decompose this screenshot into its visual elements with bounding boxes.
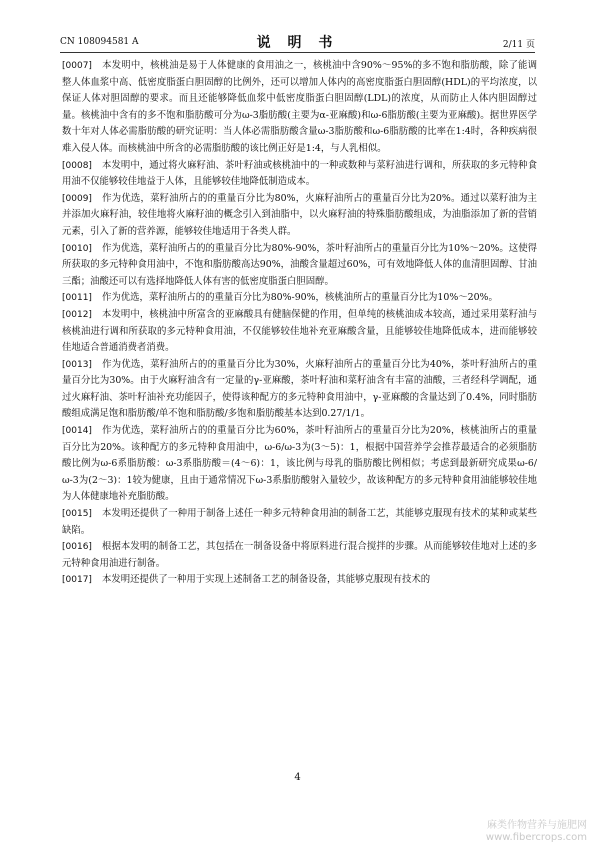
paragraph-text: 作为优选，菜籽油所占的的重量百分比为80%，火麻籽油所占的重量百分比为20%。通过以菜籽油为主并添加火麻籽油，较佳地将火麻籽油的概念引入到油脂中，以火麻籽油的特殊脂肪酸组成，为油脂添加了新的营销元素，引入了新的营养源，能够较佳地适用于各类人群。 bbox=[62, 192, 537, 237]
paragraph-number: [0009] bbox=[62, 193, 92, 204]
page-header bbox=[60, 34, 535, 50]
paragraph-text: 本发明中，核桃油中所富含的亚麻酸具有健脑保健的作用，但单纯的核桃油成本较高，通过采用菜籽油与核桃油进行调和所获取的多元特种食用油，不仅能够较佳地补充亚麻酸含量，且能够较佳地降低成本，进而能够较佳地适合普通消费者消费。 bbox=[62, 308, 537, 354]
paragraph-number: [0017] bbox=[62, 575, 92, 586]
paragraph bbox=[62, 357, 537, 423]
paragraph-number: [0016] bbox=[62, 542, 92, 553]
page-number: 4 bbox=[294, 772, 301, 783]
paragraph-number: [0010] bbox=[62, 243, 92, 254]
paragraph bbox=[62, 191, 537, 241]
paragraph bbox=[62, 158, 537, 191]
watermark-title: 麻类作物营养与施肥网 bbox=[487, 820, 587, 831]
paragraph bbox=[62, 58, 537, 158]
paragraph-number: [0015] bbox=[62, 509, 92, 520]
paragraph-number: [0014] bbox=[62, 426, 92, 437]
paragraph-text: 作为优选，菜籽油所占的的重量百分比为30%，火麻籽油所占的重量百分比为40%，茶叶籽油所占的重量百分比为30%。由于火麻籽油含有一定量的γ-亚麻酸，茶叶籽油和菜籽油含有丰富的油酸，三者经科学调配，通过火麻籽油、茶叶籽油补充功能因子，使得该种配方的多元特种食用油中，γ-亚麻酸的含量达到了0.4%，同时脂肪酸组成满足饱和脂肪酸/单不饱和脂肪酸/多饱和脂肪酸基本达到0.27/1/1。 bbox=[62, 358, 537, 420]
paragraph-number: [0013] bbox=[62, 359, 92, 370]
paragraph bbox=[62, 423, 537, 506]
document-number: CN 108094581 A bbox=[60, 37, 139, 47]
header-divider bbox=[60, 52, 535, 53]
paragraph bbox=[62, 307, 537, 357]
paragraph bbox=[62, 290, 537, 307]
paragraph bbox=[62, 539, 537, 572]
paragraph-number: [0011] bbox=[62, 293, 92, 304]
page-indicator: 2/11 页 bbox=[502, 40, 535, 50]
paragraph-text: 根据本发明的制备工艺，其包括在一制备设备中将原料进行混合搅拌的步骤。从而能够较佳地对上述的多元特种食用油进行制备。 bbox=[62, 541, 537, 569]
paragraph-text: 作为优选，菜籽油所占的的重量百分比为80%-90%，核桃油所占的重量百分比为10%～20%。 bbox=[101, 292, 498, 304]
paragraph-text: 作为优选，菜籽油所占的的重量百分比为60%，茶叶籽油所占的重量百分比为20%，核桃油所占的重量百分比为20%。该种配方的多元特种食用油中，ω-6/ω-3为(3～5)：1，根据中国营养学会推荐最适合的必须脂肪酸比例为ω-6系脂肪酸：ω-3系脂肪酸＝(4～6)：1，该比例与母乳的脂肪酸比例相似；考虑到最新研究成果ω-6/ω-3为(2～3)：1较为健康，且由于通常情况下ω-3系脂肪酸射入量较少，故该种配方的多元特种食用油能够较佳地为人体健康地补充脂肪酸。 bbox=[62, 425, 537, 503]
paragraph bbox=[62, 241, 537, 291]
paragraph-number: [0008] bbox=[62, 160, 92, 171]
document-body bbox=[62, 58, 537, 589]
paragraph bbox=[62, 572, 537, 589]
paragraph-text: 本发明还提供了一种用于实现上述制备工艺的制备设备，其能够克服现有技术的 bbox=[101, 574, 431, 586]
paragraph-text: 本发明还提供了一种用于制备上述任一种多元特种食用油的制备工艺，其能够克服现有技术的某种或某些缺陷。 bbox=[62, 508, 537, 536]
paragraph-number: [0007] bbox=[62, 61, 92, 71]
paragraph bbox=[62, 506, 537, 539]
watermark bbox=[486, 820, 587, 844]
paragraph-number: [0012] bbox=[62, 309, 92, 320]
document-title: 说 明 书 bbox=[256, 35, 339, 51]
watermark-url: www.fibercrops.com bbox=[485, 832, 587, 843]
paragraph-text: 作为优选，菜籽油所占的的重量百分比为80%-90%，茶叶籽油所占的重量百分比为10%～20%。这使得所获取的多元特种食用油中，不饱和脂肪酸高达90%，油酸含量超过60%，可有效地降低人体的血清胆固醇、甘油三酯；油酸还可以有选择地降低人体有害的低密度脂蛋白胆固醇。 bbox=[62, 242, 537, 287]
paragraph-text: 本发明中，通过将火麻籽油、茶叶籽油或核桃油中的一种或数种与菜籽油进行调和，所获取的多元特种食用油不仅能够较佳地益于人体，且能够较佳地降低制造成本。 bbox=[62, 159, 537, 188]
paragraph-text: 本发明中，核桃油是易于人体健康的食用油之一，核桃油中含90%～95%的多不饱和脂肪酸，除了能调整人体血浆中高、低密度脂蛋白胆固醇的比例外，还可以增加人体内的高密度脂蛋白胆固醇(HDL)的平均浓度，以保证人体对胆固醇的要求。而且还能够降低血浆中低密度脂蛋白胆固醇(LDL)的浓度，从而防止人体内胆固醇过量。核桃油中含有的多不饱和脂肪酸可分为ω-3脂肪酸(主要为α-亚麻酸)和ω-6脂肪酸(主要为亚麻酸)。据世界医学数十年对人体必需脂肪酸的研究证明：当人体必需脂肪酸含量ω-3脂肪酸和ω-6脂肪酸的比率在1:4时，各种疾病很难入侵人体。而核桃油中所含的必需脂肪酸的该比例正好是1:4，与人乳相似。 bbox=[62, 60, 537, 154]
